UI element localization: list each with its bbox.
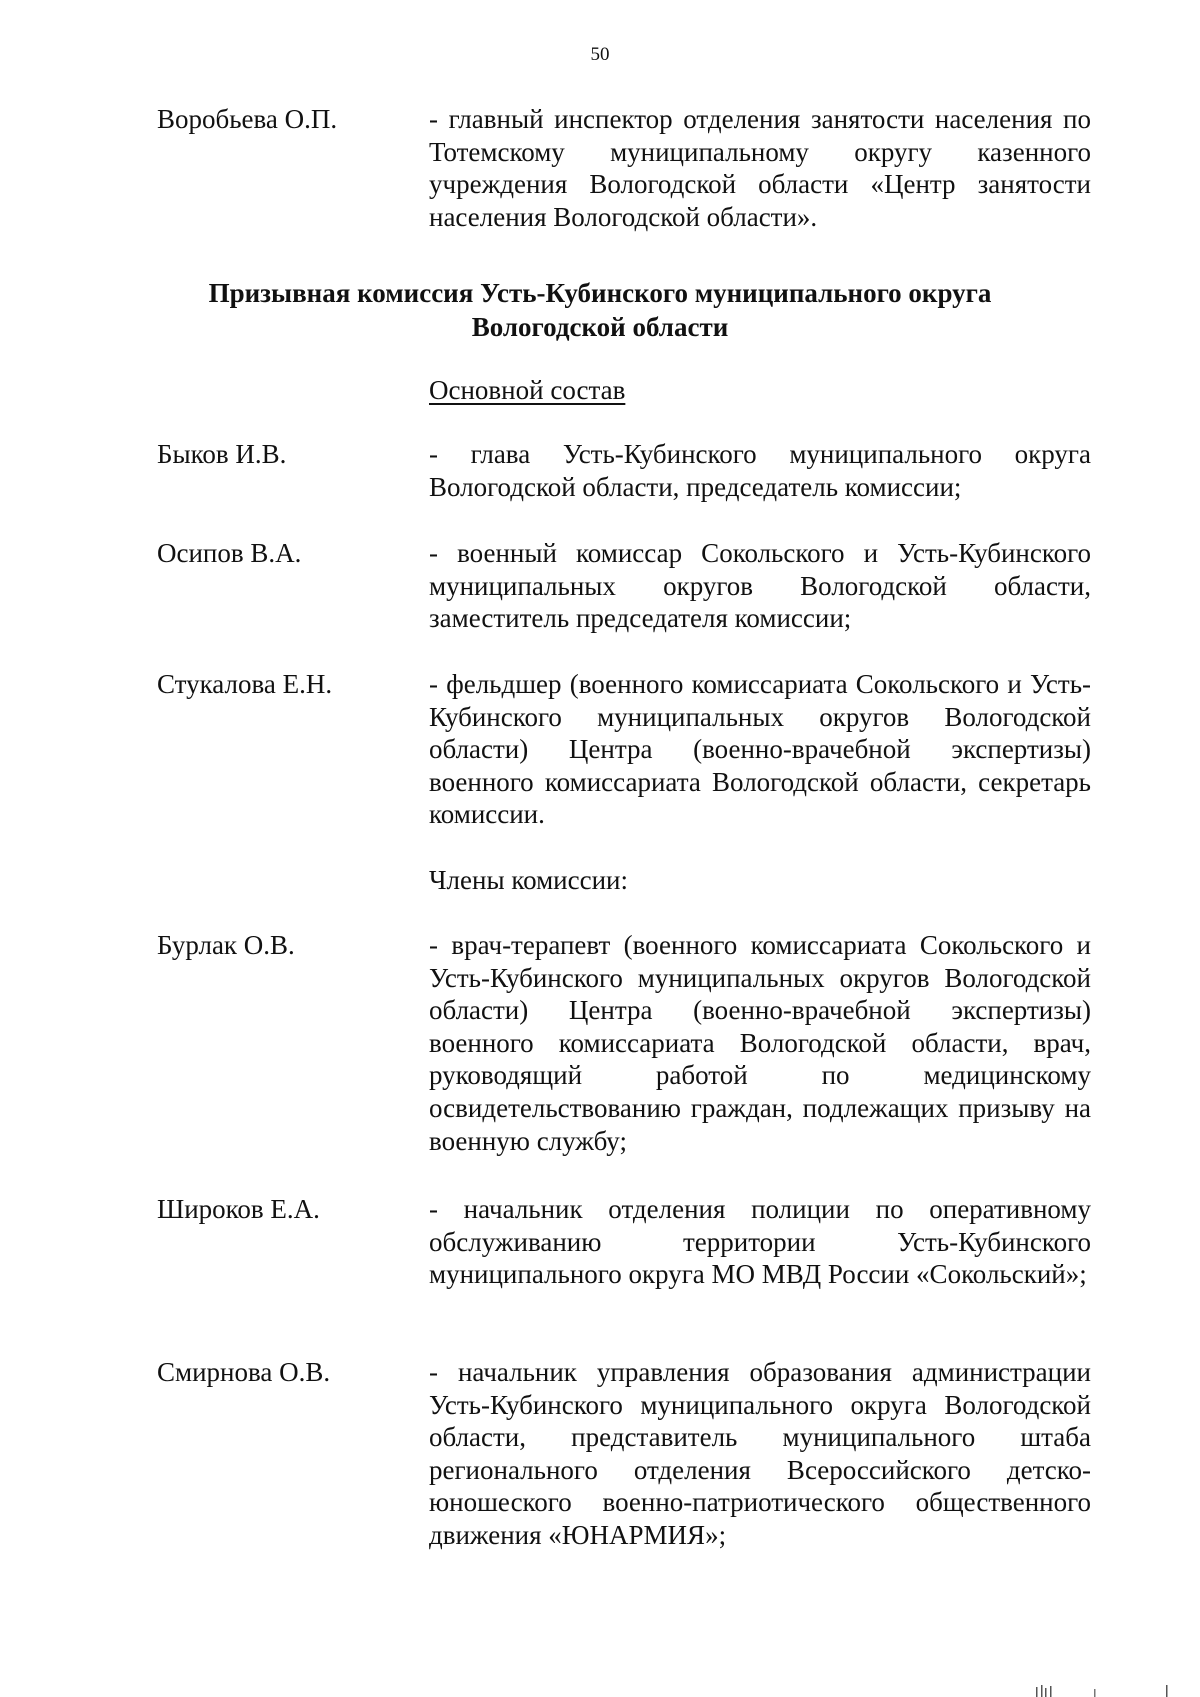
person-description: - начальник отделения полиции по оперативному обслуживанию территории Усть-Кубинского муниципального округа МО МВД России «Сокольский»;	[429, 1194, 1091, 1290]
section-title-line-2: Вологодской области	[471, 312, 729, 342]
person-description: - военный комиссар Сокольского и Усть-Кубинского муниципальных округов Вологодской области, заместитель председателя комиссии;	[429, 538, 1091, 634]
main-composition-label: Основной состав	[429, 375, 626, 405]
person-name: Воробьева О.П.	[157, 104, 338, 134]
members-label: Члены комиссии:	[429, 865, 628, 895]
person-description: - фельдшер (военного комиссариата Сокольского и Усть-Кубинского муниципальных округов Вологодской области) Центра (военно-врачебной экспертизы) военного комиссариата Вологодской области, секретарь комиссии.	[429, 669, 1091, 830]
section-title-line-1: Призывная комиссия Усть-Кубинского муниципального округа	[208, 278, 992, 308]
person-name: Осипов В.А.	[157, 538, 302, 568]
person-name: Быков И.В.	[157, 439, 287, 469]
person-description: - начальник управления образования администрации Усть-Кубинского муниципального округа Вологодской области, представитель муниципального штаба регионального отделения Всероссийского детско-юношеского военно-патриотического общественного движения «ЮНАРМИЯ»;	[429, 1357, 1091, 1550]
person-name: Смирнова О.В.	[157, 1357, 331, 1387]
person-description: - врач-терапевт (военного комиссариата Сокольского и Усть-Кубинского муниципальных округов Вологодской области) Центра (военно-врачебной экспертизы) военного комиссариата Вологодской области, врач, руководящий работой по медицинскому освидетельствованию граждан, подлежащих призыву на военную службу;	[429, 930, 1091, 1156]
person-name: Стукалова Е.Н.	[157, 669, 333, 699]
page-number: 50	[590, 44, 610, 65]
person-name: Бурлак О.В.	[157, 930, 295, 960]
person-description: - глава Усть-Кубинского муниципального округа Вологодской области, председатель комиссии;	[429, 439, 1091, 502]
person-name: Широков Е.А.	[157, 1194, 320, 1224]
person-description: - главный инспектор отделения занятости населения по Тотемскому муниципальному округу казенного учреждения Вологодской области «Центр занятости населения Вологодской области».	[429, 104, 1091, 232]
scan-artifact-marks	[1030, 1683, 1170, 1697]
